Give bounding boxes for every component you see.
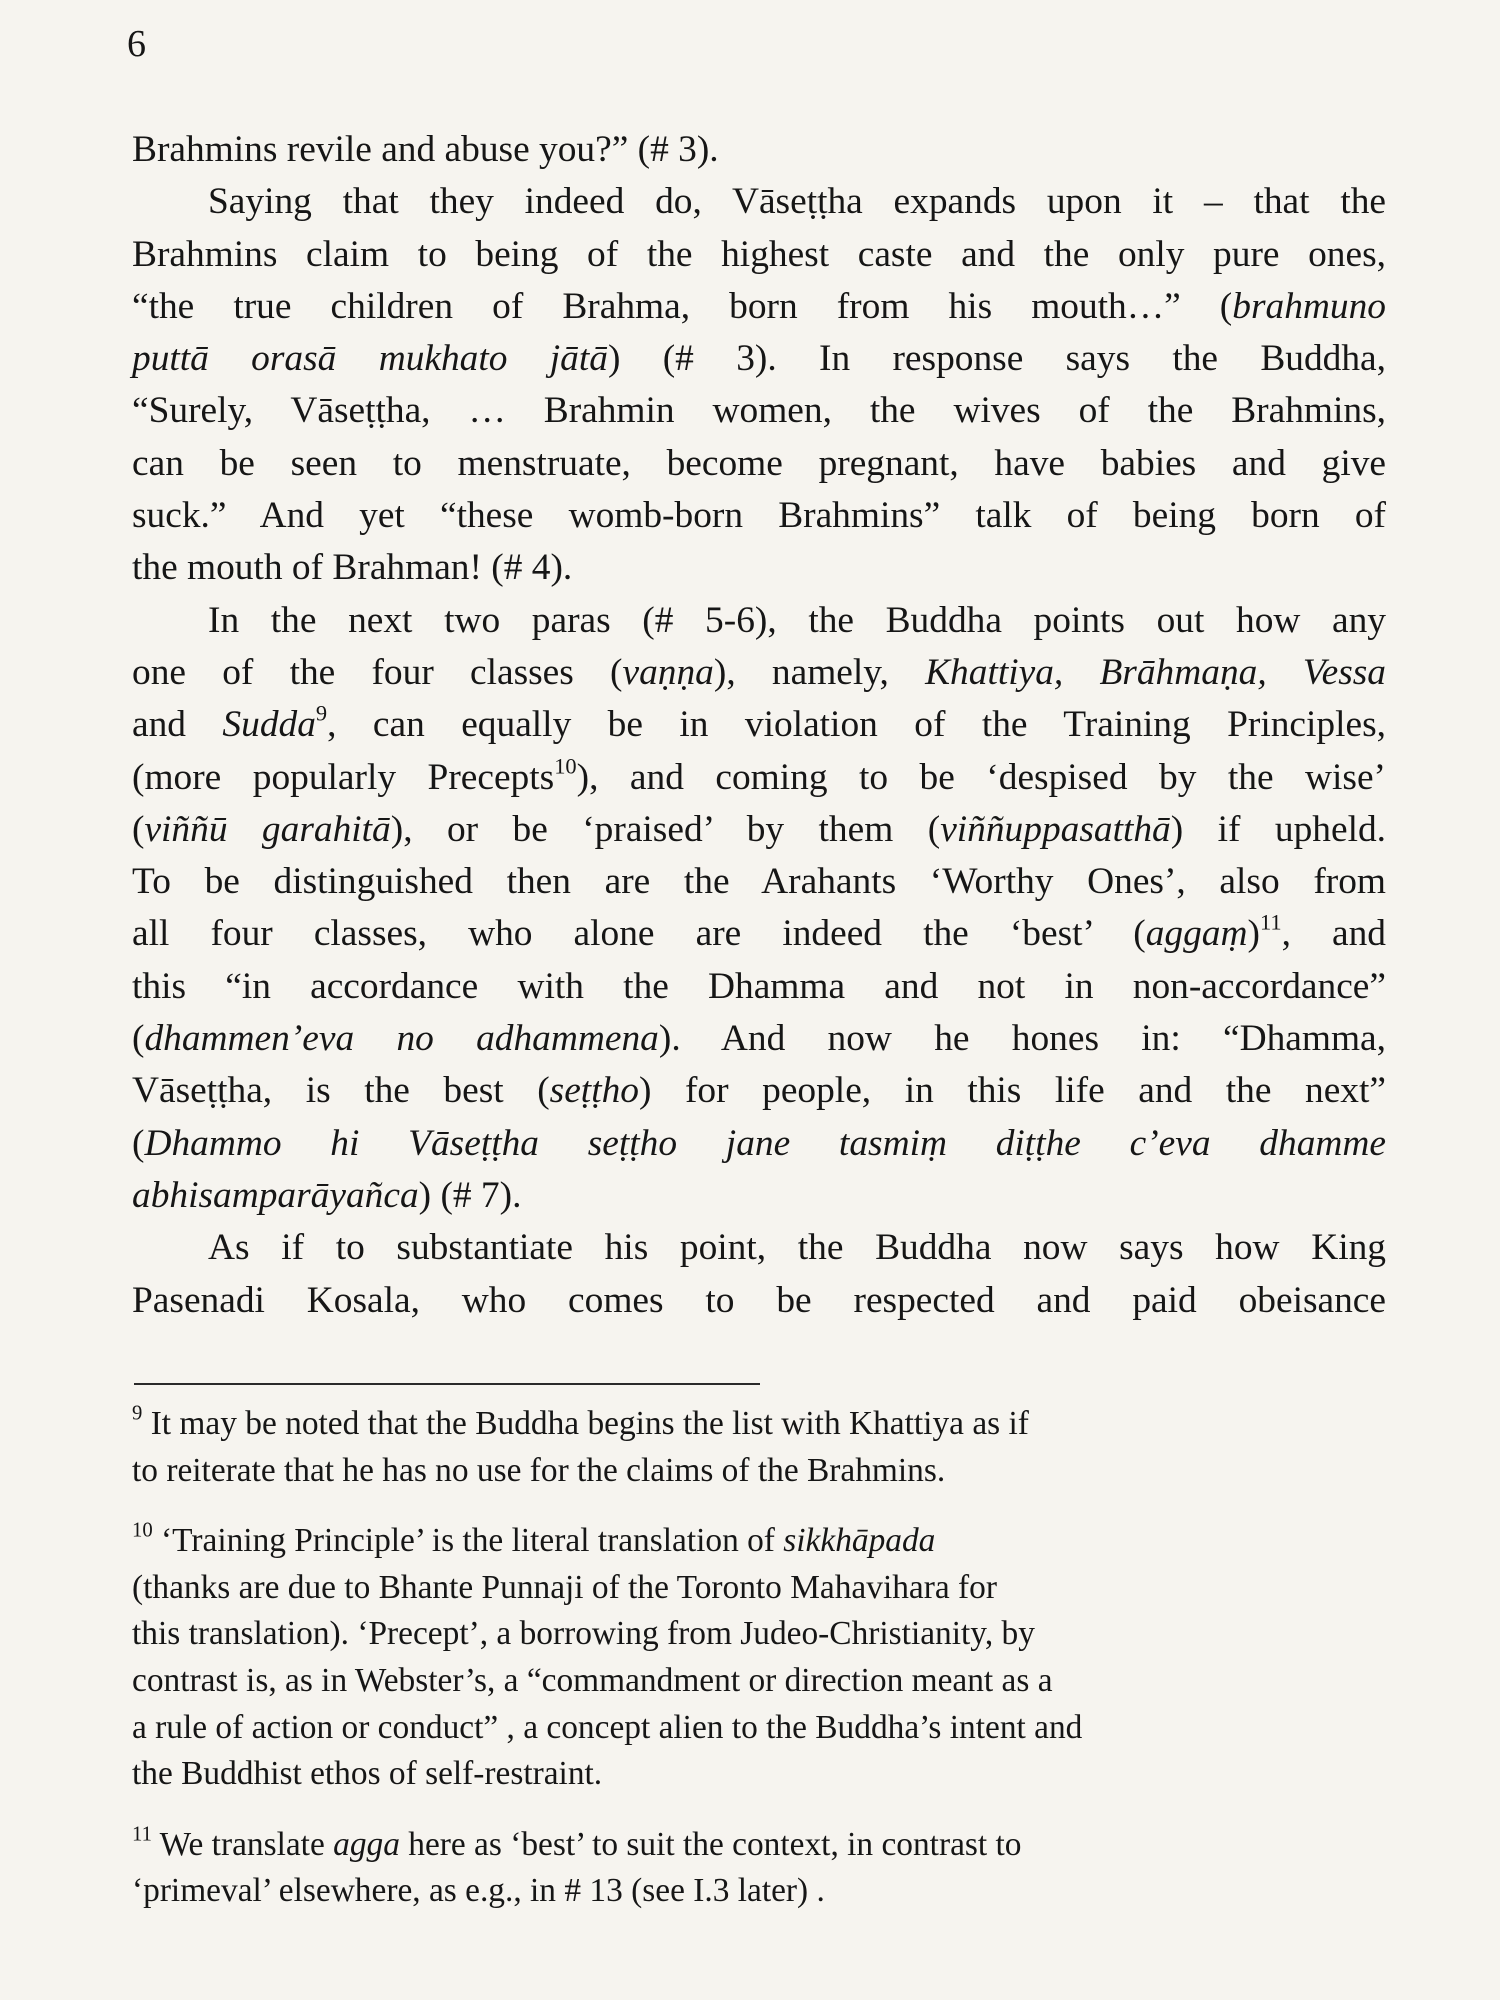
text-span: ). And now he hones in: “Dhamma, [658, 1018, 1386, 1060]
footnote-line [132, 1565, 1386, 1612]
text-span-italic: brahmuno [1232, 285, 1386, 327]
text-span-italic: Dhammo hi Vāseṭṭha seṭṭho jane tasmiṃ diṭṭhe c’eva dhamme [144, 1122, 1386, 1164]
text-span-italic: seṭṭho [549, 1070, 639, 1112]
footnote-ref: 11 [1259, 909, 1282, 935]
footnote-span: contrast is, as in Webster’s, a “commandment or direction meant as a [132, 1661, 1053, 1699]
footnote-span: this translation). ‘Precept’, a borrowing from Judeo-Christianity, by [132, 1615, 1035, 1653]
text-line [132, 542, 1386, 594]
text-line [132, 438, 1386, 490]
footnote-11 [132, 1822, 1386, 1915]
text-span-italic: vaṇṇa [622, 651, 714, 693]
text-span: Saying that they indeed do, Vāseṭṭha expands upon it – that the [208, 181, 1386, 223]
footnote-span: ‘primeval’ elsewhere, as e.g., in # 13 (see I.3 later) . [132, 1872, 825, 1910]
text-span: Brahmins revile and abuse you?” (# 3). [132, 129, 719, 170]
text-span: , and [1281, 913, 1386, 955]
body-text [132, 124, 1386, 1327]
footnote-line [132, 1868, 1386, 1915]
text-span: In the next two paras (# 5-6), the Buddha points out how any [208, 599, 1386, 641]
footnote-10 [132, 1518, 1386, 1798]
footnote-span: here as ‘best’ to suit the context, in contrast to [399, 1825, 1022, 1863]
text-span: suck.” And yet “these womb-born Brahmins” talk of being born of [132, 495, 1386, 537]
text-span: Brahmins claim to being of the highest caste and the only pure ones, [132, 233, 1386, 275]
text-span-italic: puttā orasā mukhato jātā [132, 338, 608, 380]
text-span: ), namely, [713, 651, 926, 693]
text-span: one of the four classes ( [132, 651, 623, 693]
text-line [132, 595, 1386, 647]
text-span: can be seen to menstruate, become pregnant, have babies and give [132, 442, 1386, 484]
text-span: Pasenadi Kosala, who comes to be respected and paid obeisance [132, 1279, 1386, 1321]
text-line [132, 1013, 1386, 1065]
text-span: “Surely, Vāseṭṭha, … Brahmin women, the wives of the Brahmins, [132, 390, 1386, 432]
footnote-span: a rule of action or conduct” , a concept alien to the Buddha’s intent and [132, 1708, 1083, 1746]
footnote-span: to reiterate that he has no use for the claims of the Brahmins. [132, 1451, 946, 1489]
footnote-line [132, 1401, 1386, 1448]
text-span-italic: dhammen’eva no adhammena [144, 1018, 659, 1060]
footnote-line [132, 1448, 1386, 1495]
text-line [132, 1118, 1386, 1170]
text-line [132, 1222, 1386, 1274]
text-line [132, 385, 1386, 437]
text-line [132, 752, 1386, 804]
footnote-ref: 9 [315, 700, 328, 726]
text-span: ), and coming to be ‘despised by the wise’ [576, 756, 1387, 798]
footnote-line [132, 1658, 1386, 1705]
footnote-line [132, 1705, 1386, 1752]
footnote-span-italic: agga [333, 1825, 400, 1863]
footnote-number: 11 [132, 1823, 152, 1846]
text-span: ), or be ‘praised’ by them ( [390, 808, 941, 850]
text-span-italic: Khattiya, Brāhmaṇa, Vessa [925, 651, 1386, 693]
footnote-line [132, 1518, 1386, 1565]
text-span-italic: abhisamparāyañca [132, 1174, 419, 1216]
text-span: “the true children of Brahma, born from his mouth…” ( [132, 285, 1233, 327]
text-span: ( [132, 1018, 145, 1060]
footnote-number: 10 [132, 1519, 153, 1542]
text-line [132, 699, 1386, 751]
text-span: ( [132, 1122, 145, 1164]
page-number: 6 [127, 23, 146, 65]
text-span: , can equally be in violation of the Training Principles, [327, 704, 1386, 746]
text-span: ) (# 7). [418, 1174, 522, 1216]
footnote-span: ‘Training Principle’ is the literal translation of [152, 1522, 784, 1560]
text-span: As if to substantiate his point, the Buddha now says how King [208, 1227, 1386, 1269]
text-line [132, 908, 1386, 960]
text-span: (more popularly Precepts [132, 756, 555, 798]
text-line [132, 1170, 1386, 1222]
text-line [132, 856, 1386, 908]
text-line [132, 281, 1386, 333]
text-line [132, 961, 1386, 1013]
footnote-span-italic: sikkhāpada [783, 1522, 936, 1560]
footnote-line [132, 1751, 1386, 1798]
text-line [132, 124, 1386, 176]
footnotes [132, 1401, 1386, 1915]
text-line [132, 1275, 1386, 1327]
text-span: Vāseṭṭha, is the best ( [132, 1070, 550, 1112]
text-line [132, 647, 1386, 699]
text-span-italic: aggaṃ [1145, 913, 1248, 955]
text-span: all four classes, who alone are indeed the ‘best’ ( [132, 913, 1146, 955]
footnote-line [132, 1822, 1386, 1869]
text-span-italic: viññū garahitā [144, 808, 391, 850]
footnote-span: the Buddhist ethos of self-restraint. [132, 1755, 603, 1793]
text-span-italic: Sudda [222, 704, 316, 746]
text-span: ) (# 3). In response says the Buddha, [607, 338, 1386, 380]
text-span: ) [1247, 913, 1260, 955]
text-line [132, 229, 1386, 281]
text-line [132, 333, 1386, 385]
text-span: To be distinguished then are the Arahants ‘Worthy Ones’, also from [132, 861, 1386, 903]
footnote-number: 9 [132, 1402, 143, 1425]
footnote-line [132, 1611, 1386, 1658]
text-line [132, 804, 1386, 856]
text-span: ) if upheld. [1170, 808, 1386, 850]
text-span: the mouth of Brahman! (# 4). [132, 547, 573, 589]
text-span: this “in accordance with the Dhamma and not in non-accordance” [132, 965, 1386, 1007]
footnote-span: (thanks are due to Bhante Punnaji of the Toronto Mahavihara for [132, 1568, 997, 1606]
footnote-9 [132, 1401, 1386, 1494]
footnote-divider [134, 1383, 760, 1385]
footnote-span: It may be noted that the Buddha begins the list with Khattiya as if [142, 1405, 1029, 1442]
text-span-italic: viññuppasatthā [940, 808, 1171, 850]
text-span: ) for people, in this life and the next” [638, 1070, 1386, 1112]
footnote-span: We translate [151, 1825, 334, 1863]
text-line [132, 490, 1386, 542]
footnote-ref: 10 [554, 752, 577, 778]
text-line [132, 1065, 1386, 1117]
text-span: and [132, 704, 223, 746]
text-line [132, 176, 1386, 228]
text-span: ( [132, 808, 145, 850]
